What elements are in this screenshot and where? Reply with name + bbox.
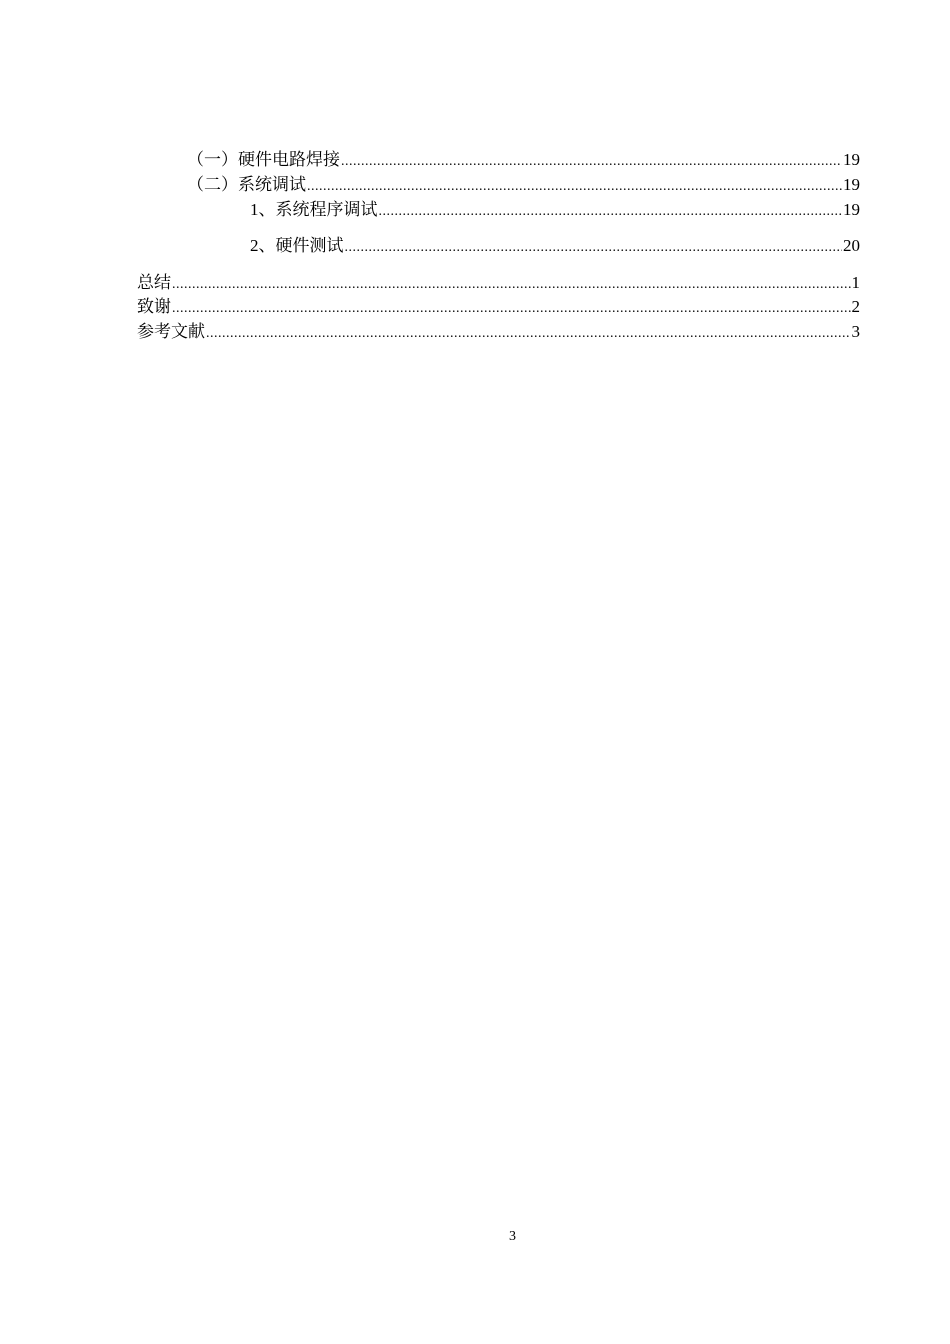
toc-entry-hardware-soldering[interactable] [187, 149, 860, 173]
toc-entry-references[interactable] [137, 321, 860, 345]
toc-dot-leader [172, 298, 851, 320]
toc-page-number: 20 [843, 236, 860, 255]
toc-dot-leader [206, 323, 851, 345]
toc-dot-leader [172, 274, 851, 296]
toc-dot-leader [379, 201, 843, 223]
toc-entry-program-debugging[interactable] [250, 199, 860, 223]
toc-page-number: 1 [851, 273, 860, 292]
toc-dot-leader [341, 151, 842, 173]
toc-page-number: 3 [851, 322, 860, 341]
toc-entry-system-debugging[interactable] [187, 174, 860, 198]
toc-entry-acknowledgements[interactable] [137, 296, 860, 320]
toc-entry-label: （二）系统调试 [187, 175, 306, 194]
toc-entry-label: 致谢 [137, 297, 171, 316]
toc-entry-label: 2、硬件测试 [250, 236, 344, 255]
toc-entry-label: 1、系统程序调试 [250, 200, 378, 219]
toc-entry-label: 参考文献 [137, 322, 205, 341]
toc-page-number: 19 [843, 150, 860, 169]
toc-dot-leader [307, 176, 842, 198]
page-number-footer: 3 [509, 1229, 516, 1244]
toc-entry-label: 总结 [137, 273, 171, 292]
toc-entry-hardware-testing[interactable] [250, 235, 860, 259]
toc-entry-summary[interactable] [137, 272, 860, 296]
toc-page-number: 19 [843, 200, 860, 219]
toc-dot-leader [345, 237, 843, 259]
toc-entry-label: （一）硬件电路焊接 [187, 150, 340, 169]
toc-page-number: 2 [851, 297, 860, 316]
toc-page-number: 19 [843, 175, 860, 194]
